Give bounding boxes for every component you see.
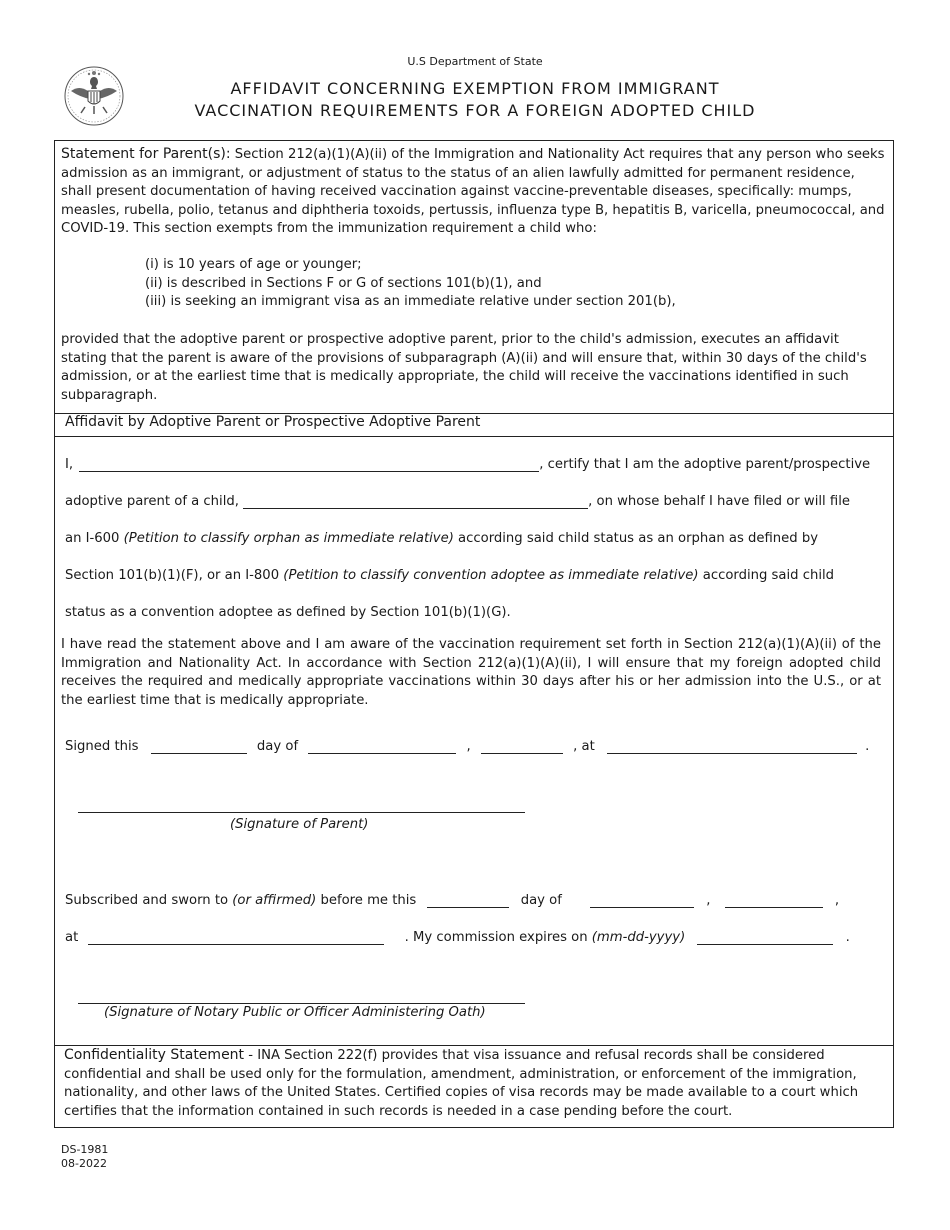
section-divider (54, 436, 894, 437)
signed-date-line (65, 738, 869, 754)
parent-signature-field[interactable] (78, 812, 525, 813)
signed-month-field[interactable] (308, 738, 456, 754)
affidavit-line-4-suffix: according said child (698, 568, 835, 583)
at-label: , at (573, 739, 595, 754)
notary-signature-field[interactable] (78, 1003, 525, 1004)
department-of-state-seal-icon (63, 65, 125, 127)
statement-proviso: provided that the adoptive parent or prospective adoptive parent, prior to the child's admission, executes an affidavit stating that the parent is aware of the provisions of subparagraph (A)(ii) and will ensure that, within 30 days of the child's admission, or at the earliest time that is medically appropriate, the child will receive the vaccinations identified in such subparagraph. (61, 332, 867, 403)
sworn-italic: (or affirmed) (232, 893, 317, 908)
parent-name-field[interactable] (79, 456, 539, 472)
confidentiality-body: - INA Section 222(f) provides that visa issuance and refusal records shall be considered confidential and shall be used only for the formulation, amendment, administration, or enforcement of the immigration, nationality, and other laws of the United States. Certified copies of visa records may be made available to a court which certifies that the information contained in such records is needed in a case pending before the court. (64, 1048, 859, 1119)
affidavit-line-3-suffix: according said child status as an orphan as defined by (453, 531, 819, 546)
awareness-paragraph: I have read the statement above and I am aware of the vaccination requirement set forth in Section 212(a)(1)(A)(ii) of the Immigration and Nationality Act. In accordance with Section 212(a)(1)(A)(ii), I will ensure that my foreign adopted child receives the required and medically appropriate vaccinations within 30 days after his or her admission into the U.S., or at the earliest time that is medically appropriate. (61, 637, 881, 708)
child-name-field[interactable] (243, 493, 588, 509)
statement-body: Section 212(a)(1)(A)(ii) of the Immigration and Nationality Act requires that any person who seeks admission as an immigrant, or adjustment of status to the status of an alien lawfully admitted for permanent residence, shall present documentation of having received vaccination against vaccine-preventable diseases, specifically: mumps, measles, rubella, polio, tetanus and diphtheria toxoids, pertussis, influenza type B, hepatitis B, varicella, pneumococcal, and COVID-19. This section exempts from the immunization requirement a child who: (61, 147, 885, 237)
period-label: . (845, 930, 850, 945)
affidavit-line-1 (65, 456, 870, 472)
form-revision: 08-2022 (61, 1157, 107, 1170)
condition-item: (i) is 10 years of age or younger; (145, 257, 362, 272)
commission-prefix: . My commission expires on (404, 930, 592, 945)
commission-line (65, 929, 850, 945)
commission-date-format: (mm-dd-yyyy) (591, 930, 686, 945)
affidavit-heading: Affidavit by Adoptive Parent or Prospective Adoptive Parent (65, 414, 481, 430)
sworn-suffix: before me this (316, 893, 417, 908)
period-label: . (865, 739, 870, 754)
signed-day-field[interactable] (151, 738, 247, 754)
affidavit-line-4-prefix: Section 101(b)(1)(F), or an I-800 (65, 568, 284, 583)
affidavit-line-2-suffix: , on whose behalf I have filed or will file (588, 494, 850, 509)
sworn-day-field[interactable] (427, 892, 509, 908)
commission-expiry-field[interactable] (697, 929, 833, 945)
sworn-place-field[interactable] (88, 929, 384, 945)
affidavit-line-1-suffix: , certify that I am the adoptive parent/prospective (539, 457, 871, 472)
affidavit-line-3 (65, 531, 818, 546)
form-number: DS-1981 (61, 1143, 109, 1156)
i800-petition-name: (Petition to classify convention adoptee as immediate relative) (283, 568, 699, 583)
confidentiality-lead: Confidentiality Statement (64, 1047, 245, 1063)
signed-place-field[interactable] (607, 738, 857, 754)
notary-at-label: at (65, 930, 79, 945)
affidavit-line-1-prefix: I, (65, 457, 74, 472)
signed-year-field[interactable] (481, 738, 563, 754)
statement-for-parents (61, 145, 887, 239)
condition-item: (iii) is seeking an immigrant visa as an immediate relative under section 201(b), (145, 294, 676, 310)
sworn-day-of-label: day of (520, 893, 562, 908)
statement-lead: Statement for Parent(s): (61, 146, 231, 162)
exemption-conditions (145, 256, 845, 312)
affidavit-line-2-prefix: adoptive parent of a child, (65, 494, 239, 509)
comma-label: , (834, 893, 840, 908)
i600-petition-name: (Petition to classify orphan as immediate relative) (123, 531, 454, 546)
sworn-month-field[interactable] (590, 892, 694, 908)
signed-this-label: Signed this (65, 739, 139, 754)
sworn-year-field[interactable] (725, 892, 823, 908)
notary-signature-caption: (Signature of Notary Public or Officer Administering Oath) (104, 1005, 486, 1020)
comma-label: , (706, 893, 711, 908)
affidavit-line-5: status as a convention adoptee as defined by Section 101(b)(1)(G). (65, 605, 511, 620)
parent-signature-caption: (Signature of Parent) (230, 817, 369, 832)
form-title-line-2: VACCINATION REQUIREMENTS FOR A FOREIGN ADOPTED CHILD (194, 101, 756, 120)
day-of-label: day of (256, 739, 299, 754)
sworn-prefix: Subscribed and sworn to (65, 893, 233, 908)
sworn-date-line (65, 892, 839, 908)
confidentiality-statement (64, 1046, 889, 1121)
affidavit-line-2 (65, 493, 850, 509)
form-title-line-1: AFFIDAVIT CONCERNING EXEMPTION FROM IMMIGRANT (230, 79, 720, 98)
affidavit-line-4 (65, 568, 834, 583)
condition-item: (ii) is described in Sections F or G of sections 101(b)(1), and (145, 275, 542, 291)
department-name: U.S Department of State (407, 55, 543, 68)
comma-label: , (466, 739, 471, 754)
affidavit-line-3-prefix: an I-600 (65, 531, 124, 546)
